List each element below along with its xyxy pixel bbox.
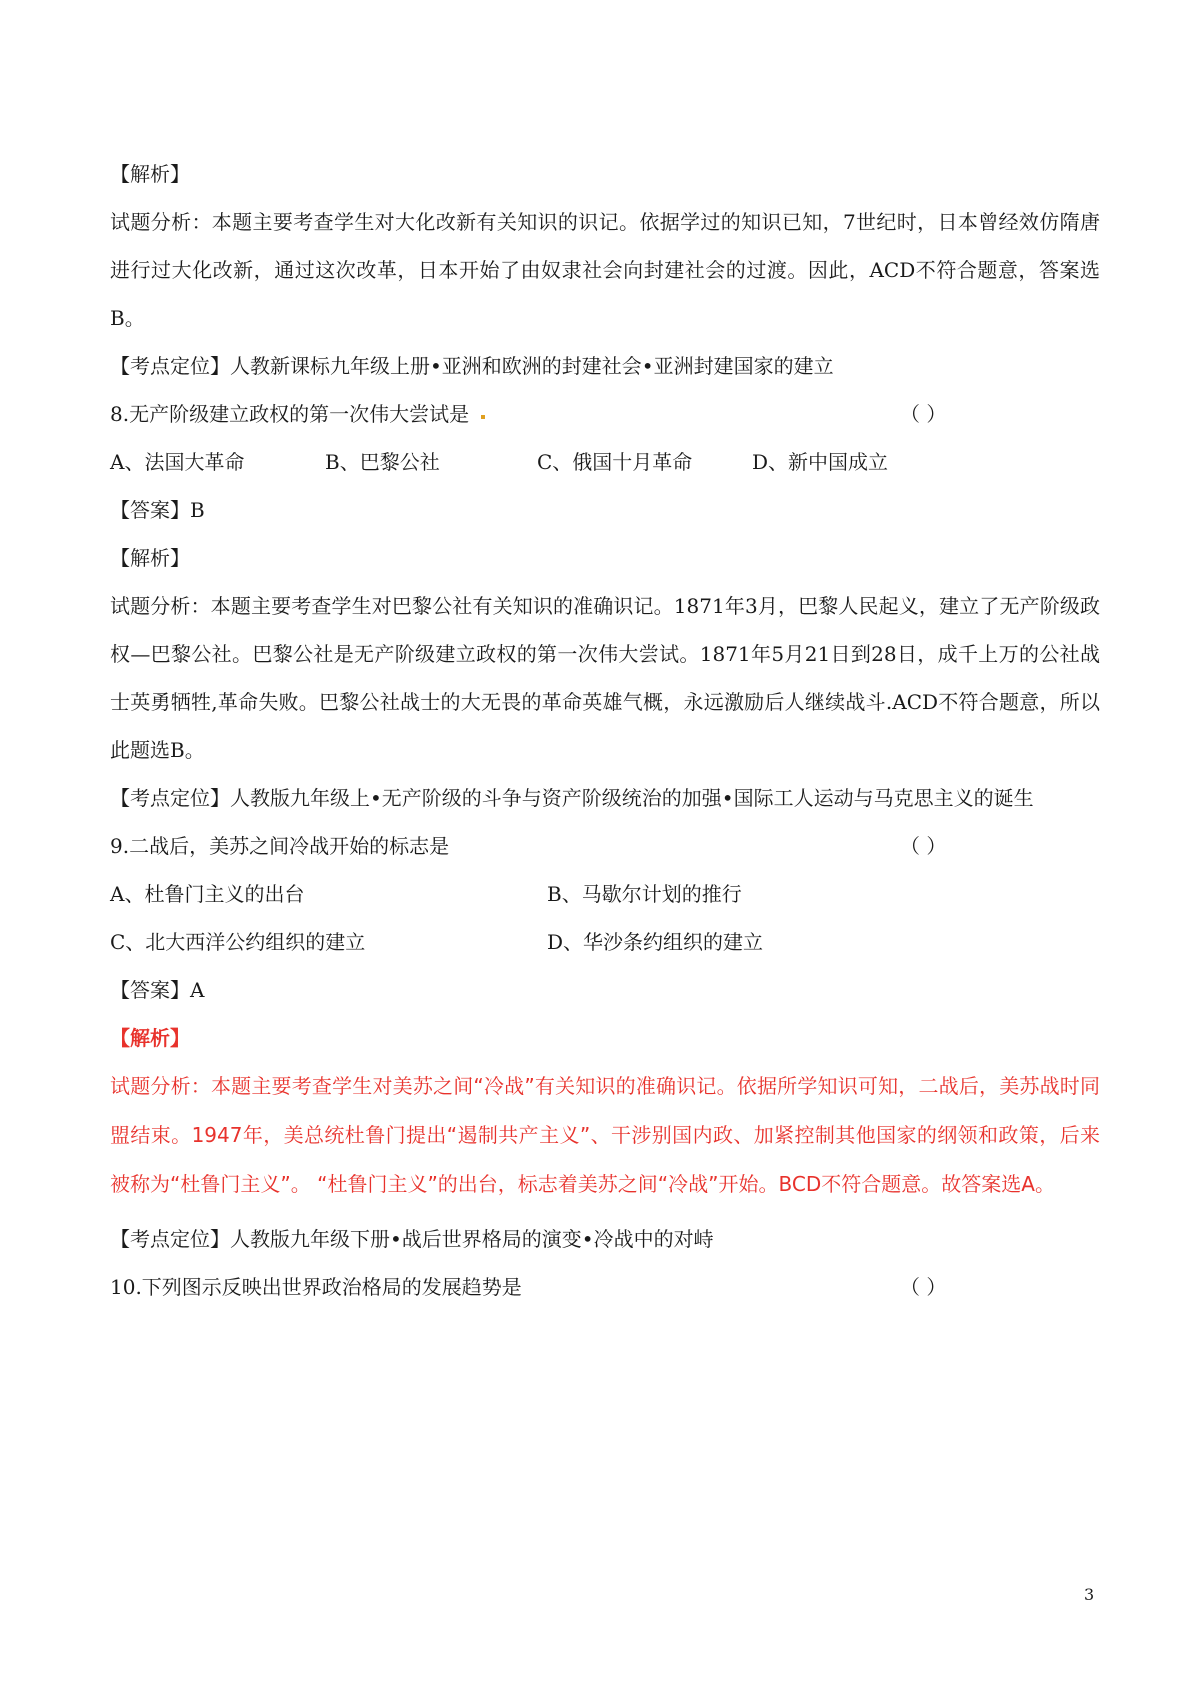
q9-answer-paren: （ ） <box>900 834 947 858</box>
q8-option-d: D、新中国成立 <box>752 450 889 474</box>
q8-options <box>110 438 1100 486</box>
q10-question-row <box>110 1263 1100 1311</box>
q9-option-b: B、马歇尔计划的推行 <box>547 882 742 906</box>
q9-option-c: C、北大西洋公约组织的建立 <box>110 930 366 954</box>
q9-answer: 【答案】A <box>110 978 205 1002</box>
q9-analysis-heading: 【解析】 <box>110 1026 190 1050</box>
q9-option-d: D、华沙条约组织的建立 <box>547 930 764 954</box>
q8-kaodian: 【考点定位】人教版九年级上•无产阶级的斗争与资产阶级统治的加强•国际工人运动与马克思主义的诞生 <box>110 786 1034 810</box>
q8-option-b: B、巴黎公社 <box>325 450 440 474</box>
q8-question: 8.无产阶级建立政权的第一次伟大尝试是 <box>110 402 470 426</box>
q8-analysis-text: 试题分析：本题主要考查学生对巴黎公社有关知识的准确识记。1871年3月，巴黎人民起义，建立了无产阶级政权—巴黎公社。巴黎公社是无产阶级建立政权的第一次伟大尝试。1871年5月21日到28日，成千上万的公社战士英勇牺牲,革命失败。巴黎公社战士的大无畏的革命英雄气概，永远激励后人继续战斗.ACD不符合题意，所以此题选B。 <box>110 594 1100 762</box>
q9-question-row <box>110 822 1100 870</box>
q9-question: 9.二战后，美苏之间冷战开始的标志是 <box>110 834 450 858</box>
q8-analysis-heading: 【解析】 <box>110 546 190 570</box>
q7-analysis-text: 试题分析：本题主要考查学生对大化改新有关知识的识记。依据学过的知识已知，7世纪时，日本曾经效仿隋唐进行过大化改新，通过这次改革，日本开始了由奴隶社会向封建社会的过渡。因此，ACD不符合题意，答案选B。 <box>110 210 1100 330</box>
q9-kaodian: 【考点定位】人教版九年级下册•战后世界格局的演变•冷战中的对峙 <box>110 1227 714 1251</box>
q9-option-a: A、杜鲁门主义的出台 <box>110 882 305 906</box>
document-page <box>110 150 1100 1311</box>
q9-analysis-text: 试题分析：本题主要考查学生对美苏之间“冷战”有关知识的准确识记。依据所学知识可知，二战后，美苏战时同盟结束。1947年，美总统杜鲁门提出“遏制共产主义”、干涉别国内政、加紧控制其他国家的纲领和政策，后来被称为“杜鲁门主义”。 “杜鲁门主义”的出台，标志着美苏之间“冷战”开始。BCD不符合题意。故答案选A。 <box>110 1074 1100 1196</box>
q8-answer: 【答案】B <box>110 498 205 522</box>
q8-answer-paren: （ ） <box>900 402 947 426</box>
q7-analysis-heading: 【解析】 <box>110 162 190 186</box>
q8-question-row <box>110 390 1100 438</box>
page-number: 3 <box>1084 1585 1095 1604</box>
q8-option-a: A、法国大革命 <box>110 450 245 474</box>
q9-options-row-2 <box>110 918 1100 966</box>
q10-question: 10.下列图示反映出世界政治格局的发展趋势是 <box>110 1275 522 1299</box>
mark-dot-icon <box>481 415 485 419</box>
q9-options-row-1 <box>110 870 1100 918</box>
q8-option-c: C、俄国十月革命 <box>537 450 693 474</box>
q10-answer-paren: （ ） <box>900 1275 947 1299</box>
q7-kaodian: 【考点定位】人教新课标九年级上册•亚洲和欧洲的封建社会•亚洲封建国家的建立 <box>110 354 834 378</box>
